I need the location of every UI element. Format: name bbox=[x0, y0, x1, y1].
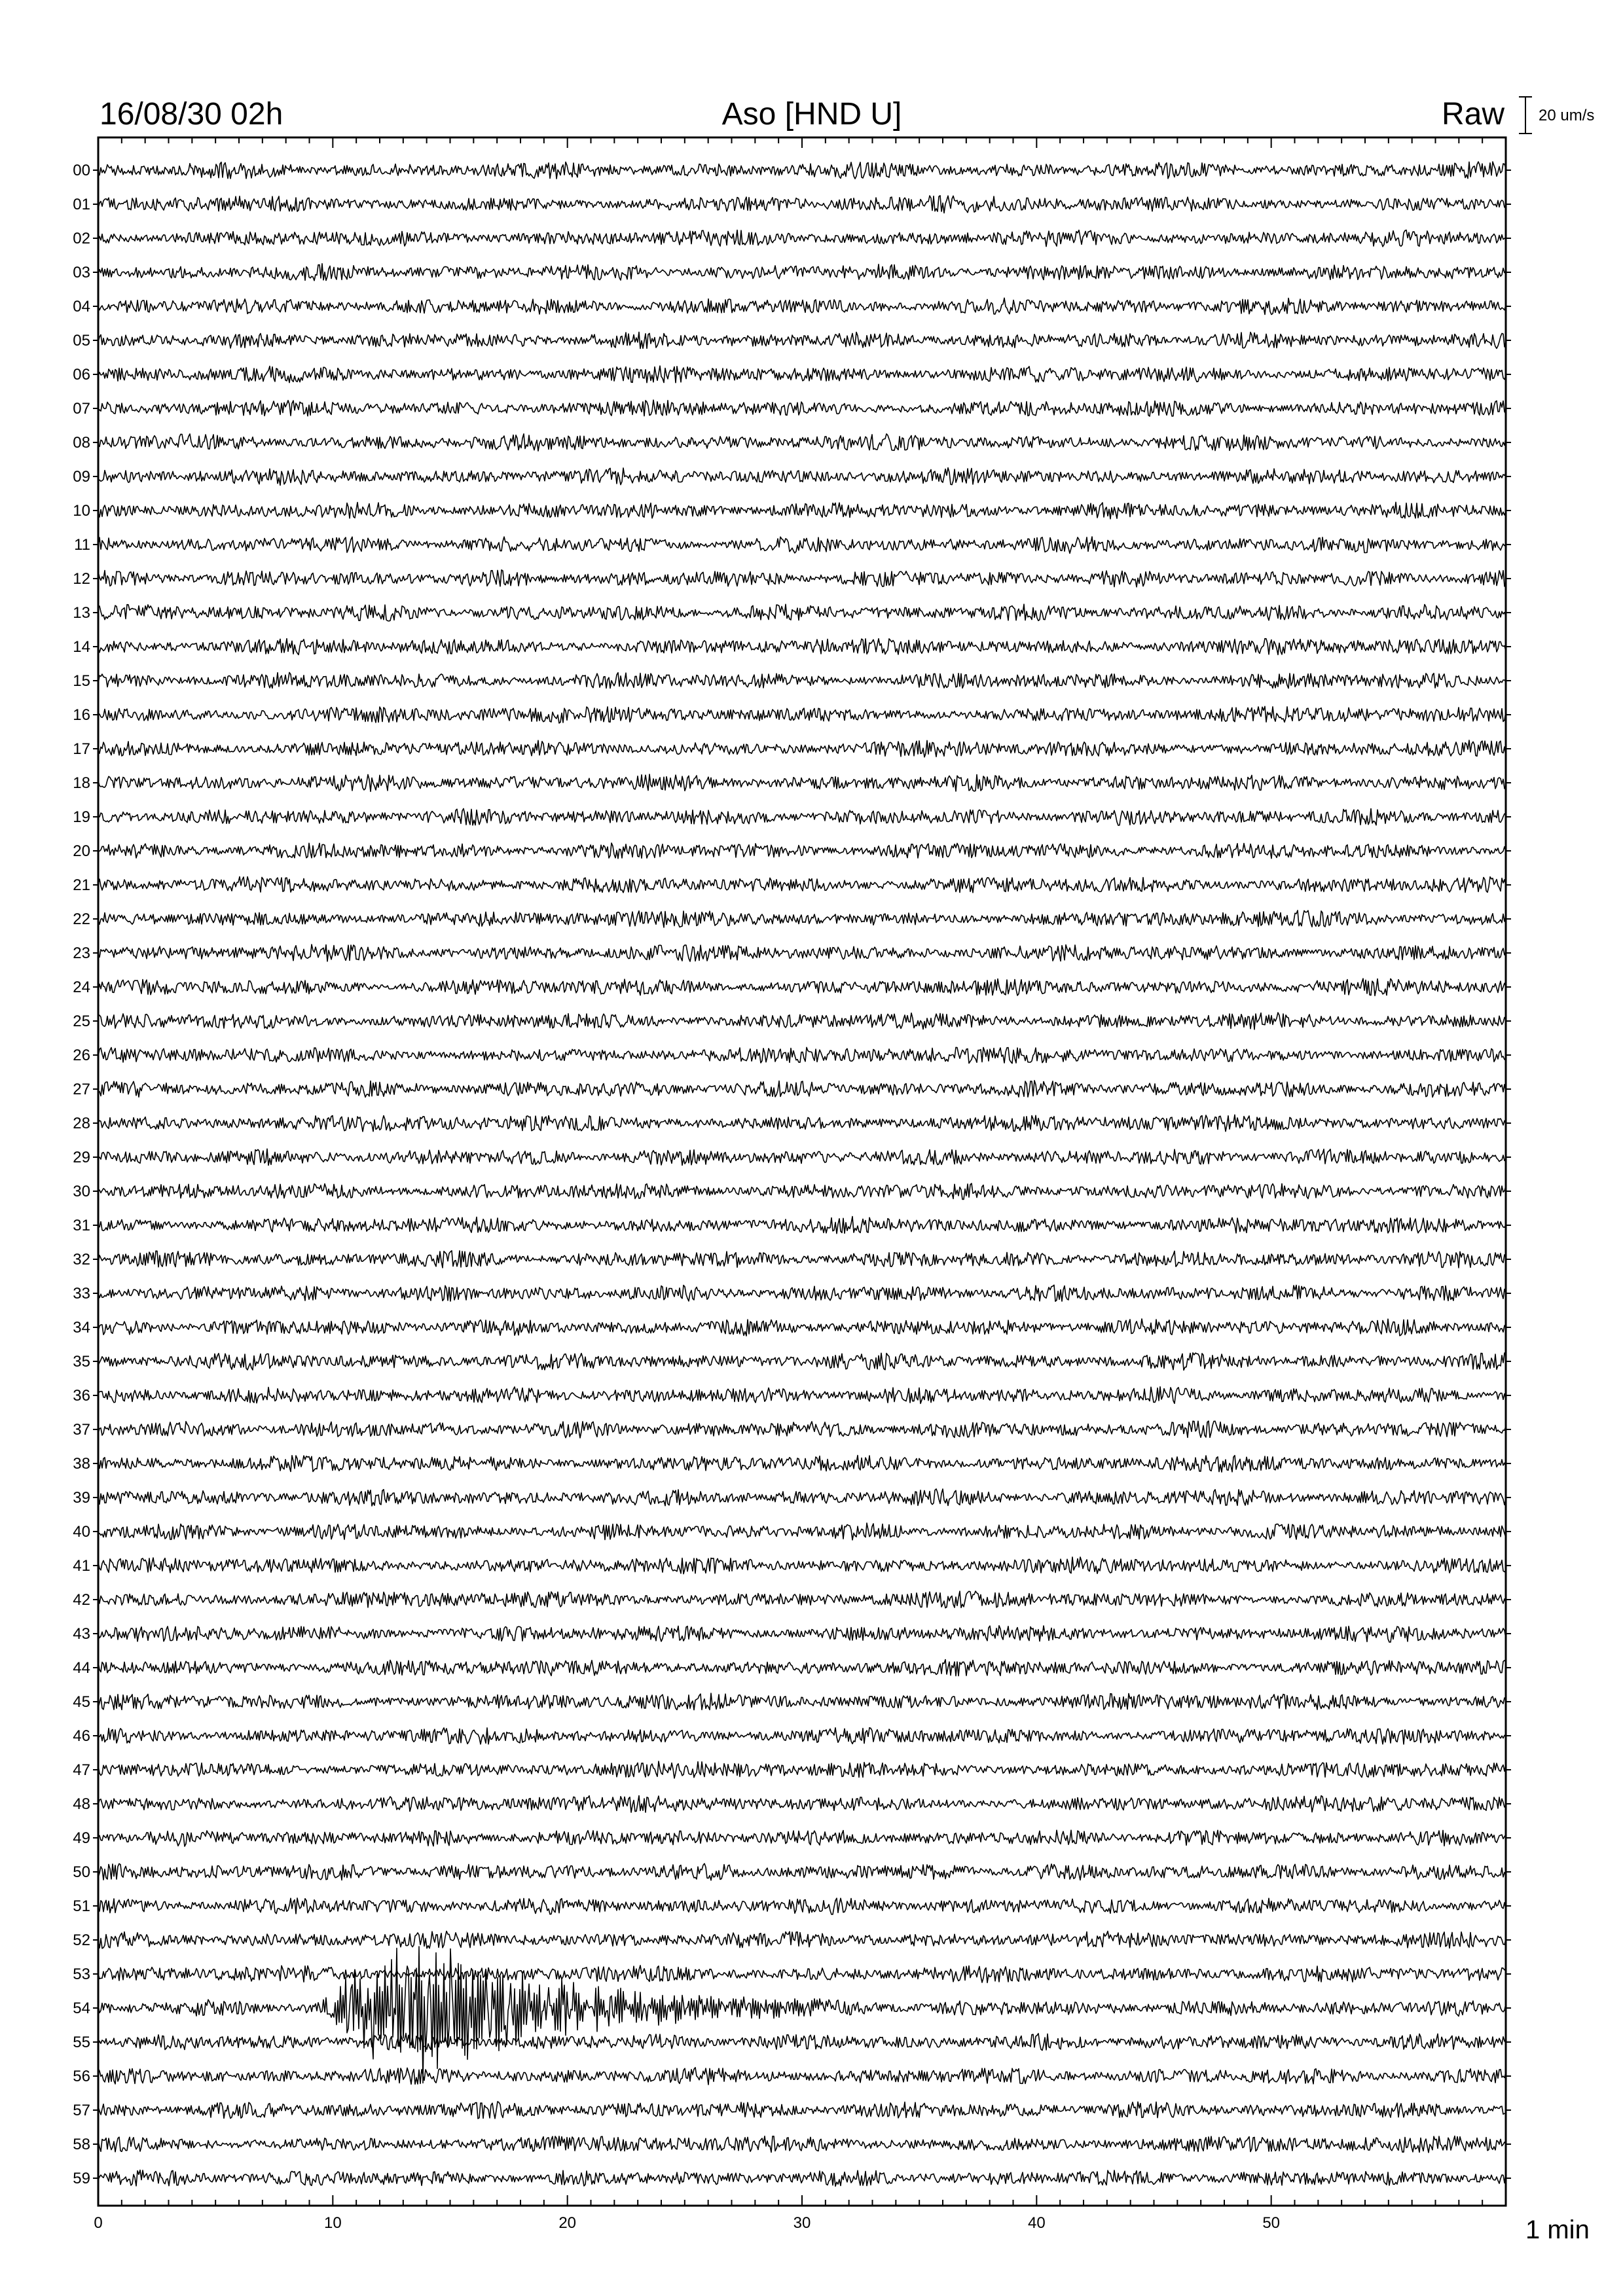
trace-row-36 bbox=[98, 1387, 1506, 1404]
trace-row-31 bbox=[98, 1217, 1506, 1234]
x-tick-label-40: 40 bbox=[1027, 2214, 1046, 2232]
row-label-37: 37 bbox=[73, 1421, 90, 1439]
trace-row-33 bbox=[98, 1285, 1506, 1301]
row-label-45: 45 bbox=[73, 1693, 90, 1711]
trace-row-52 bbox=[98, 1931, 1506, 1948]
trace-row-48 bbox=[98, 1796, 1506, 1813]
trace-row-32 bbox=[98, 1251, 1506, 1268]
trace-row-23 bbox=[98, 944, 1506, 961]
row-label-39: 39 bbox=[73, 1489, 90, 1507]
row-label-35: 35 bbox=[73, 1353, 90, 1371]
x-axis-label: 1 min bbox=[1525, 2215, 1590, 2244]
row-label-31: 31 bbox=[73, 1217, 90, 1234]
header-mode: Raw bbox=[1441, 97, 1504, 132]
trace-row-29 bbox=[98, 1149, 1506, 1165]
trace-row-08 bbox=[98, 434, 1506, 451]
trace-row-38 bbox=[98, 1456, 1506, 1473]
trace-row-28 bbox=[98, 1115, 1506, 1132]
row-label-33: 33 bbox=[73, 1285, 90, 1302]
x-tick-label-30: 30 bbox=[793, 2214, 811, 2232]
row-label-01: 01 bbox=[73, 196, 90, 213]
trace-row-42 bbox=[98, 1591, 1506, 1608]
trace-row-55 bbox=[98, 2034, 1506, 2051]
trace-row-41 bbox=[98, 1557, 1506, 1574]
row-label-30: 30 bbox=[73, 1183, 90, 1200]
row-label-55: 55 bbox=[73, 2034, 90, 2051]
row-label-28: 28 bbox=[73, 1115, 90, 1132]
trace-row-15 bbox=[98, 672, 1506, 688]
header-datetime: 16/08/30 02h bbox=[100, 97, 283, 132]
row-label-04: 04 bbox=[73, 298, 90, 315]
trace-row-53 bbox=[98, 1965, 1506, 1982]
row-label-41: 41 bbox=[73, 1557, 90, 1575]
row-label-48: 48 bbox=[73, 1795, 90, 1813]
row-label-51: 51 bbox=[73, 1897, 90, 1915]
trace-row-00 bbox=[98, 162, 1506, 179]
trace-row-20 bbox=[98, 843, 1506, 859]
amplitude-scale-bar bbox=[1519, 97, 1594, 134]
trace-row-50 bbox=[98, 1863, 1506, 1880]
trace-row-26 bbox=[98, 1047, 1506, 1063]
trace-row-34 bbox=[98, 1319, 1506, 1336]
plot-frame bbox=[98, 137, 1506, 2206]
row-label-47: 47 bbox=[73, 1761, 90, 1779]
row-label-34: 34 bbox=[73, 1319, 90, 1336]
row-label-53: 53 bbox=[73, 1965, 90, 1983]
trace-row-58 bbox=[98, 2136, 1506, 2153]
trace-row-09 bbox=[98, 468, 1506, 486]
trace-row-01 bbox=[98, 196, 1506, 213]
row-label-16: 16 bbox=[73, 706, 90, 724]
row-label-18: 18 bbox=[73, 774, 90, 792]
row-label-11: 11 bbox=[74, 536, 90, 554]
x-tick-label-50: 50 bbox=[1262, 2214, 1281, 2232]
trace-row-37 bbox=[98, 1421, 1506, 1438]
trace-row-12 bbox=[98, 570, 1506, 587]
x-tick-label-20: 20 bbox=[558, 2214, 577, 2232]
row-label-14: 14 bbox=[73, 638, 90, 656]
row-label-59: 59 bbox=[73, 2170, 90, 2187]
row-label-23: 23 bbox=[73, 944, 90, 962]
row-label-03: 03 bbox=[73, 264, 90, 281]
row-label-32: 32 bbox=[73, 1251, 90, 1268]
trace-row-25 bbox=[98, 1013, 1506, 1030]
row-label-26: 26 bbox=[73, 1047, 90, 1064]
trace-row-18 bbox=[98, 774, 1506, 791]
x-tick-label-10: 10 bbox=[323, 2214, 342, 2232]
trace-row-16 bbox=[98, 706, 1506, 723]
trace-row-39 bbox=[98, 1489, 1506, 1506]
row-label-08: 08 bbox=[73, 434, 90, 452]
row-label-02: 02 bbox=[73, 230, 90, 247]
row-label-29: 29 bbox=[73, 1149, 90, 1166]
trace-row-56 bbox=[98, 2068, 1506, 2085]
row-label-06: 06 bbox=[73, 366, 90, 384]
row-label-27: 27 bbox=[73, 1081, 90, 1098]
row-label-40: 40 bbox=[73, 1523, 90, 1541]
scale-label: 20 um/s bbox=[1539, 107, 1595, 124]
trace-row-04 bbox=[98, 298, 1506, 314]
row-label-44: 44 bbox=[73, 1659, 90, 1677]
trace-row-45 bbox=[98, 1693, 1506, 1710]
row-label-15: 15 bbox=[73, 672, 90, 690]
x-tick-label-0: 0 bbox=[94, 2214, 103, 2232]
row-label-05: 05 bbox=[73, 332, 90, 350]
row-label-00: 00 bbox=[73, 162, 90, 179]
trace-row-11 bbox=[98, 537, 1506, 553]
row-label-21: 21 bbox=[73, 876, 90, 894]
row-label-07: 07 bbox=[73, 400, 90, 418]
x-axis bbox=[94, 137, 1506, 2232]
row-label-36: 36 bbox=[73, 1387, 90, 1405]
trace-row-57 bbox=[98, 2102, 1506, 2119]
trace-row-43 bbox=[98, 1626, 1506, 1642]
row-label-24: 24 bbox=[73, 978, 90, 996]
row-label-10: 10 bbox=[73, 502, 90, 520]
trace-row-17 bbox=[98, 740, 1506, 757]
trace-row-03 bbox=[98, 264, 1506, 281]
trace-row-13 bbox=[98, 604, 1506, 621]
row-label-25: 25 bbox=[73, 1013, 90, 1030]
trace-row-40 bbox=[98, 1523, 1506, 1540]
seismogram-traces bbox=[98, 162, 1506, 2186]
row-label-20: 20 bbox=[73, 842, 90, 860]
trace-row-21 bbox=[98, 877, 1506, 893]
trace-row-30 bbox=[98, 1183, 1506, 1199]
row-label-58: 58 bbox=[73, 2136, 90, 2153]
row-label-22: 22 bbox=[73, 910, 90, 928]
row-label-09: 09 bbox=[73, 468, 90, 486]
trace-row-47 bbox=[98, 1761, 1506, 1778]
trace-row-22 bbox=[98, 910, 1506, 927]
row-label-38: 38 bbox=[73, 1455, 90, 1473]
row-label-43: 43 bbox=[73, 1625, 90, 1643]
row-label-12: 12 bbox=[73, 570, 90, 588]
row-label-19: 19 bbox=[73, 808, 90, 826]
trace-row-46 bbox=[98, 1728, 1506, 1744]
trace-row-02 bbox=[98, 230, 1506, 247]
trace-row-06 bbox=[98, 366, 1506, 383]
trace-row-59 bbox=[98, 2170, 1506, 2187]
trace-row-14 bbox=[98, 639, 1506, 655]
row-label-56: 56 bbox=[73, 2068, 90, 2085]
trace-row-51 bbox=[98, 1898, 1506, 1914]
row-labels bbox=[73, 162, 1511, 2187]
row-label-17: 17 bbox=[73, 740, 90, 758]
row-label-42: 42 bbox=[73, 1591, 90, 1609]
row-label-57: 57 bbox=[73, 2102, 90, 2119]
trace-row-07 bbox=[98, 400, 1506, 416]
trace-row-24 bbox=[98, 978, 1506, 996]
trace-row-19 bbox=[98, 808, 1506, 825]
trace-row-35 bbox=[98, 1353, 1506, 1371]
row-label-46: 46 bbox=[73, 1727, 90, 1745]
trace-row-05 bbox=[98, 332, 1506, 348]
trace-row-54 bbox=[98, 1946, 1506, 2083]
row-label-13: 13 bbox=[73, 604, 90, 622]
trace-row-27 bbox=[98, 1081, 1506, 1097]
row-label-50: 50 bbox=[73, 1863, 90, 1881]
trace-row-44 bbox=[98, 1660, 1506, 1676]
row-label-52: 52 bbox=[73, 1931, 90, 1949]
row-label-54: 54 bbox=[73, 2000, 90, 2017]
row-label-49: 49 bbox=[73, 1829, 90, 1847]
trace-row-49 bbox=[98, 1830, 1506, 1846]
trace-row-10 bbox=[98, 502, 1506, 519]
header-station: Aso [HND U] bbox=[721, 97, 902, 132]
